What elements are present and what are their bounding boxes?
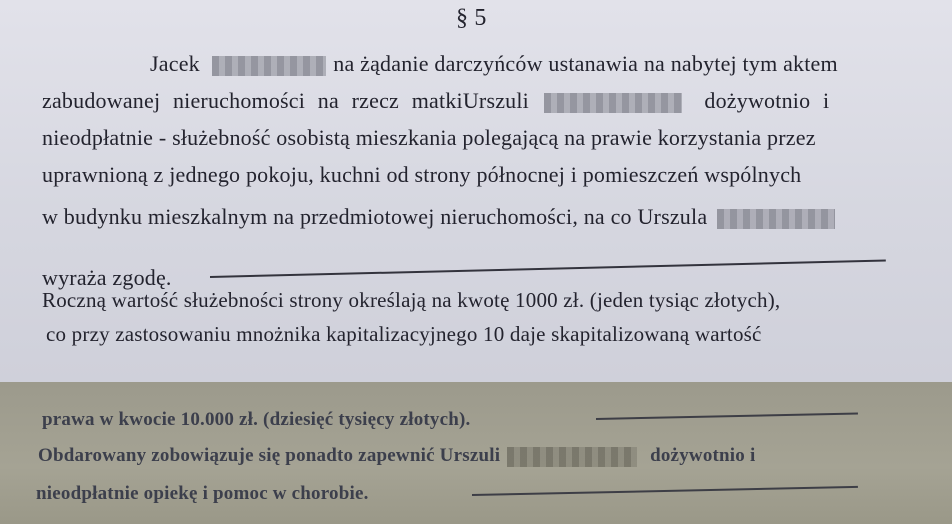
text-line-5 xyxy=(42,205,835,229)
text-line-8: co przy zastosowaniu mnożnika kapitalizacyjnego 10 daje skapitalizowaną wartość xyxy=(46,322,762,346)
lower-page-photo xyxy=(0,382,952,524)
fill-line xyxy=(472,486,858,496)
section-heading: § 5 xyxy=(456,5,487,31)
text-line-7: Roczną wartość służebności strony określają na kwotę 1000 zł. (jeden tysiąc złotych), xyxy=(42,288,781,312)
line-1-part-a: Jacek xyxy=(150,51,200,76)
text-line-9: prawa w kwocie 10.000 zł. (dziesięć tysięcy złotych). xyxy=(42,409,471,430)
redaction-block xyxy=(507,447,637,467)
line-2-part-a: zabudowanej nieruchomości na rzecz matkiUrszuli xyxy=(42,88,529,113)
redaction-block xyxy=(717,209,835,229)
line-10-part-a: Obdarowany zobowiązuje się ponadto zapewnić Urszuli xyxy=(38,445,501,466)
line-2-part-b: dożywotnio i xyxy=(704,88,830,113)
text-line-10 xyxy=(38,444,755,468)
line-10-part-b: dożywotnio i xyxy=(650,445,756,466)
fill-line xyxy=(596,413,858,420)
text-line-3: nieodpłatnie - służebność osobistą mieszkania polegającą na prawie korzystania przez xyxy=(42,125,816,150)
text-line-2 xyxy=(42,89,829,113)
text-line-4: uprawnioną z jednego pokoju, kuchni od strony północnej i pomieszczeń wspólnych xyxy=(42,162,802,187)
text-line-6: wyraża zgodę. xyxy=(42,265,172,290)
text-line-11: nieodpłatnie opiekę i pomoc w chorobie. xyxy=(36,483,369,504)
redaction-block xyxy=(212,56,326,76)
line-5-part-a: w budynku mieszkalnym na przedmiotowej nieruchomości, na co Urszula xyxy=(42,204,708,229)
redaction-block xyxy=(544,93,682,113)
line-1-part-b: na żądanie darczyńców ustanawia na nabytej tym aktem xyxy=(333,51,838,76)
fill-line xyxy=(210,259,886,278)
text-line-1 xyxy=(150,52,838,76)
